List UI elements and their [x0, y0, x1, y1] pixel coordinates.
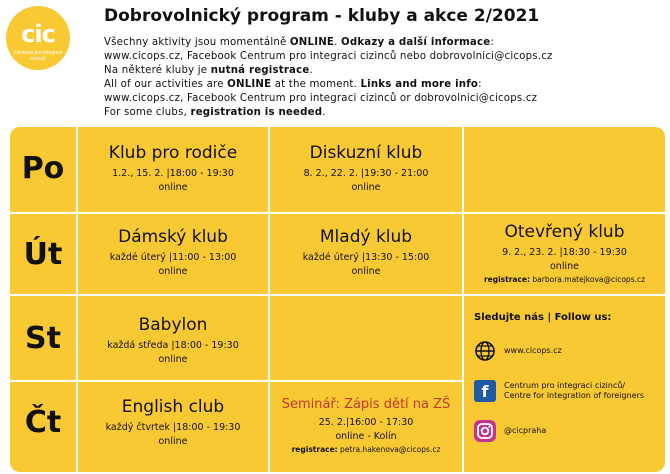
club-card [78, 315, 268, 367]
logo-mark: cic [21, 20, 55, 48]
club-time: 9. 2., 23. 2. |18:30 - 19:30 [502, 247, 627, 258]
club-time: 8. 2., 22. 2. |19:30 - 21:00 [303, 168, 429, 179]
intro-line: www.cicops.cz, Facebook Centrum pro integraci cizinců or dobrovolnici@cicops.cz [104, 93, 538, 104]
club-card [270, 143, 462, 195]
club-name: Diskuzní klub [309, 143, 423, 163]
grid-divider [10, 212, 665, 214]
club-card [78, 397, 268, 449]
club-time: 25. 2.|16:00 - 17:30 [318, 417, 414, 428]
grid-divider [10, 294, 665, 296]
club-card [78, 227, 268, 279]
website-url: www.cicops.cz [504, 346, 562, 355]
logo-ring-text: Centrum pro integraci cizinců [13, 50, 63, 62]
club-mode: online [550, 261, 579, 272]
follow-us-panel [474, 312, 664, 435]
globe-icon [474, 340, 496, 362]
intro-line: Všechny aktivity jsou momentálně ONLINE. Odkazy a další informace: [104, 37, 494, 48]
club-name: Babylon [138, 315, 208, 335]
schedule-board [10, 127, 665, 472]
club-registration: registrace: petra.hakenova@cicops.cz [291, 445, 441, 454]
club-name: Dámský klub [118, 227, 228, 247]
follow-us-heading: Sledujte nás | Follow us: [474, 312, 612, 323]
intro-line: Na některé kluby je nutná registrace. [104, 65, 313, 76]
club-card [464, 222, 665, 286]
club-mode: online - Kolín [335, 431, 397, 442]
intro-line: www.cicops.cz, Facebook Centrum pro integraci cizinců nebo dobrovolnici@cicops.cz [104, 51, 553, 62]
page-title: Dobrovolnický program - kluby a akce 2/2021 [104, 6, 540, 26]
seminar-card [270, 397, 462, 456]
club-name: Klub pro rodiče [108, 143, 238, 163]
cic-logo [6, 6, 70, 70]
website-link[interactable] [474, 340, 562, 362]
day-tuesday: Út [23, 237, 63, 272]
club-time: 1.2., 15. 2. |18:00 - 19:30 [112, 168, 234, 179]
club-name: English club [121, 397, 225, 417]
instagram-handle: @cicpraha [504, 426, 547, 435]
grid-divider [462, 127, 464, 472]
day-thursday: Čt [24, 405, 62, 440]
club-registration: registrace: barbora.matejkova@cicops.cz [483, 275, 646, 284]
facebook-text: Centrum pro integraci cizinců/ Centre for integration of foreigners [504, 381, 645, 400]
club-time: každé úterý |11:00 - 13:00 [109, 252, 237, 263]
club-time: každý čtvrtek |18:00 - 19:30 [105, 422, 241, 433]
intro-line: All of our activities are ONLINE at the moment. Links and more info: [104, 79, 482, 90]
club-time: každé úterý |13:30 - 15:00 [302, 252, 430, 263]
day-wednesday: St [25, 321, 61, 356]
club-mode: online [158, 266, 188, 277]
club-mode: online [158, 182, 188, 193]
intro-line: For some clubs, registration is needed. [104, 107, 326, 118]
club-mode: online [351, 182, 381, 193]
day-monday: Po [21, 151, 65, 186]
club-mode: online [158, 354, 188, 365]
club-name: Mladý klub [319, 227, 413, 247]
facebook-icon: f [474, 380, 496, 402]
facebook-link[interactable] [474, 380, 644, 402]
grid-divider [10, 380, 464, 382]
instagram-icon [474, 420, 496, 442]
instagram-link[interactable] [474, 420, 546, 442]
club-time: každá středa |18:00 - 19:30 [107, 340, 239, 351]
intro-text [104, 36, 664, 120]
club-card [78, 143, 268, 195]
club-mode: online [351, 266, 381, 277]
club-card [270, 227, 462, 279]
club-mode: online [158, 436, 188, 447]
seminar-name: Seminář: Zápis dětí na ZŠ [281, 397, 451, 412]
club-name: Otevřený klub [504, 222, 625, 242]
